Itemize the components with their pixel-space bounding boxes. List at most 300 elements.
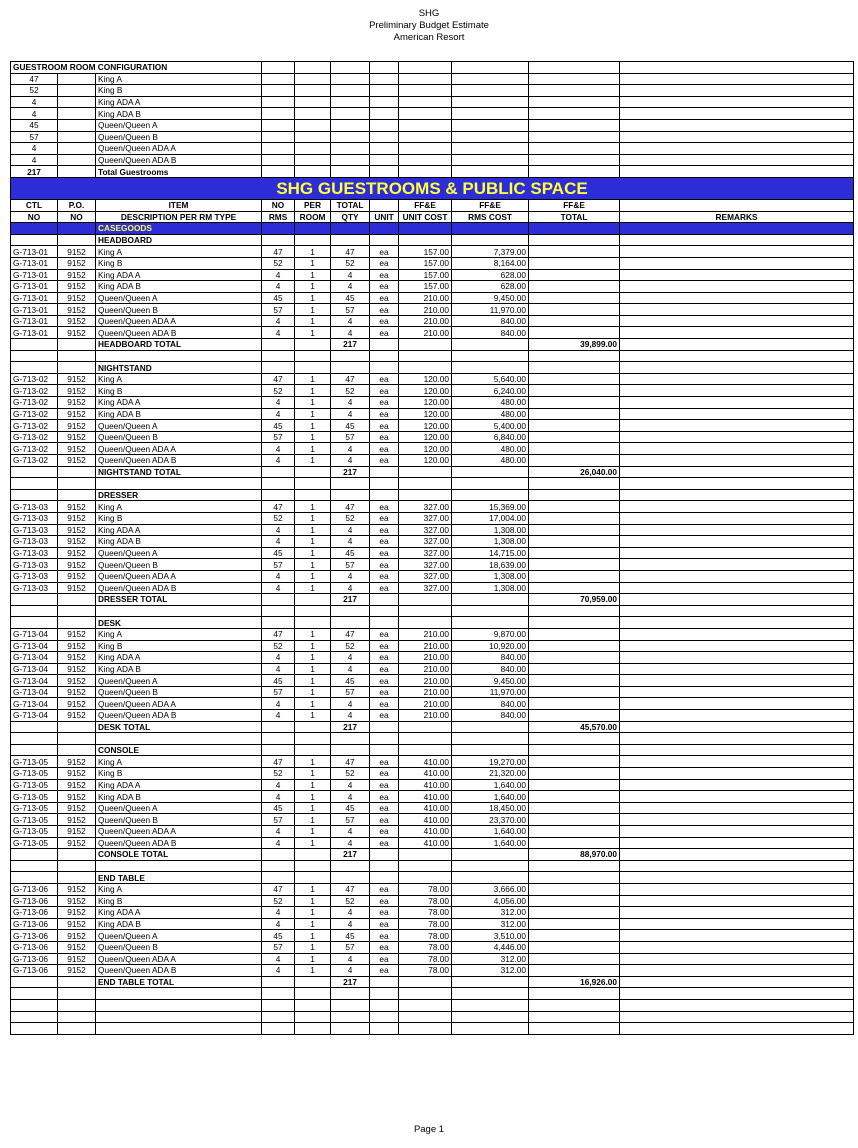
empty-cell — [620, 143, 854, 155]
empty-cell — [370, 223, 399, 235]
rooms: 57 — [262, 814, 295, 826]
empty-cell — [370, 108, 399, 120]
empty-cell — [58, 1023, 96, 1035]
empty-cell — [370, 154, 399, 166]
rooms: 4 — [262, 652, 295, 664]
ctl-no: G-713-06 — [11, 965, 58, 977]
empty-cell — [331, 744, 370, 756]
rooms: 4 — [262, 837, 295, 849]
spacer-row — [11, 999, 854, 1011]
empty-cell — [262, 860, 295, 872]
rooms: 52 — [262, 257, 295, 269]
empty-cell — [529, 223, 620, 235]
ctl-no: G-713-03 — [11, 559, 58, 571]
rooms-cost: 9,450.00 — [452, 292, 529, 304]
empty-cell — [620, 223, 854, 235]
empty-cell — [620, 582, 854, 594]
empty-cell — [399, 143, 452, 155]
item-description: Queen/Queen B — [96, 304, 262, 316]
empty-cell — [529, 1023, 620, 1035]
empty-cell — [452, 350, 529, 362]
rooms-cost: 480.00 — [452, 397, 529, 409]
empty-cell — [370, 119, 399, 131]
table-row — [11, 501, 854, 513]
empty-cell — [58, 143, 96, 155]
item-description: King ADA B — [96, 791, 262, 803]
rooms: 52 — [262, 768, 295, 780]
empty-cell — [529, 304, 620, 316]
empty-cell — [620, 547, 854, 559]
rooms: 4 — [262, 965, 295, 977]
section-total-row — [11, 976, 854, 988]
column-header: CTL — [11, 199, 58, 211]
empty-cell — [399, 733, 452, 745]
empty-cell — [452, 73, 529, 85]
empty-cell — [529, 779, 620, 791]
empty-cell — [331, 143, 370, 155]
total-qty: 4 — [331, 408, 370, 420]
section-total: 45,570.00 — [529, 721, 620, 733]
unit: ea — [370, 246, 399, 258]
column-header: ITEM — [96, 199, 262, 211]
section-title-row — [11, 744, 854, 756]
per-room: 1 — [295, 814, 331, 826]
empty-cell — [452, 223, 529, 235]
empty-cell — [529, 501, 620, 513]
empty-cell — [620, 154, 854, 166]
config-title-row — [11, 62, 854, 74]
per-room: 1 — [295, 941, 331, 953]
item-description: Queen/Queen A — [96, 292, 262, 304]
total-qty: 47 — [331, 501, 370, 513]
empty-cell — [620, 443, 854, 455]
empty-cell — [262, 988, 295, 1000]
total-qty: 4 — [331, 698, 370, 710]
rooms-cost: 312.00 — [452, 965, 529, 977]
unit: ea — [370, 941, 399, 953]
table-row — [11, 257, 854, 269]
total-qty: 52 — [331, 640, 370, 652]
empty-cell — [58, 339, 96, 351]
rooms-cost: 628.00 — [452, 281, 529, 293]
table-row — [11, 663, 854, 675]
total-qty: 45 — [331, 802, 370, 814]
empty-cell — [620, 1011, 854, 1023]
po-no: 9152 — [58, 965, 96, 977]
unit: ea — [370, 640, 399, 652]
column-header: DESCRIPTION PER RM TYPE — [96, 211, 262, 223]
po-no: 9152 — [58, 246, 96, 258]
po-no: 9152 — [58, 385, 96, 397]
table-row — [11, 965, 854, 977]
table-row — [11, 686, 854, 698]
rooms: 4 — [262, 710, 295, 722]
column-header: ROOM — [295, 211, 331, 223]
per-room: 1 — [295, 582, 331, 594]
unit: ea — [370, 431, 399, 443]
empty-cell — [295, 872, 331, 884]
empty-cell — [331, 223, 370, 235]
empty-cell — [295, 143, 331, 155]
rooms: 4 — [262, 443, 295, 455]
empty-cell — [620, 234, 854, 246]
item-description: Queen/Queen A — [96, 930, 262, 942]
empty-cell — [262, 62, 295, 74]
section-total-label: DESK TOTAL — [96, 721, 262, 733]
empty-cell — [452, 1011, 529, 1023]
empty-cell — [11, 605, 58, 617]
section-title-row — [11, 617, 854, 629]
empty-cell — [331, 988, 370, 1000]
empty-cell — [529, 883, 620, 895]
rooms: 47 — [262, 373, 295, 385]
empty-cell — [529, 547, 620, 559]
item-description: Queen/Queen B — [96, 431, 262, 443]
config-room-type: King A — [96, 73, 262, 85]
item-description: Queen/Queen ADA B — [96, 837, 262, 849]
empty-cell — [370, 999, 399, 1011]
empty-cell — [620, 663, 854, 675]
rooms: 52 — [262, 895, 295, 907]
empty-cell — [529, 941, 620, 953]
rooms-cost: 480.00 — [452, 408, 529, 420]
rooms: 4 — [262, 327, 295, 339]
empty-cell — [58, 119, 96, 131]
empty-cell — [399, 339, 452, 351]
table-row — [11, 791, 854, 803]
ctl-no: G-713-06 — [11, 907, 58, 919]
per-room: 1 — [295, 455, 331, 467]
total-qty: 4 — [331, 710, 370, 722]
rooms-cost: 1,308.00 — [452, 570, 529, 582]
empty-cell — [295, 1011, 331, 1023]
config-row — [11, 73, 854, 85]
item-description: Queen/Queen ADA A — [96, 698, 262, 710]
item-description: Queen/Queen ADA B — [96, 582, 262, 594]
config-total-qty: 217 — [11, 166, 58, 178]
empty-cell — [620, 988, 854, 1000]
empty-cell — [620, 559, 854, 571]
po-no: 9152 — [58, 559, 96, 571]
ctl-no: G-713-02 — [11, 455, 58, 467]
total-qty: 52 — [331, 385, 370, 397]
empty-cell — [620, 131, 854, 143]
empty-cell — [295, 85, 331, 97]
unit-cost: 210.00 — [399, 292, 452, 304]
empty-cell — [262, 339, 295, 351]
empty-cell — [262, 119, 295, 131]
ctl-no: G-713-01 — [11, 292, 58, 304]
per-room: 1 — [295, 257, 331, 269]
rooms: 47 — [262, 246, 295, 258]
empty-cell — [11, 733, 58, 745]
total-qty: 57 — [331, 814, 370, 826]
empty-cell — [399, 617, 452, 629]
rooms: 45 — [262, 802, 295, 814]
ctl-no: G-713-01 — [11, 304, 58, 316]
total-qty: 4 — [331, 281, 370, 293]
po-no: 9152 — [58, 512, 96, 524]
rooms-cost: 312.00 — [452, 953, 529, 965]
spacer-row — [11, 605, 854, 617]
empty-cell — [11, 721, 58, 733]
empty-cell — [58, 478, 96, 490]
total-qty: 4 — [331, 779, 370, 791]
empty-cell — [295, 339, 331, 351]
rooms-cost: 21,320.00 — [452, 768, 529, 780]
empty-cell — [529, 154, 620, 166]
empty-cell — [11, 489, 58, 501]
unit-cost: 78.00 — [399, 907, 452, 919]
ctl-no: G-713-02 — [11, 408, 58, 420]
empty-cell — [96, 478, 262, 490]
empty-cell — [452, 489, 529, 501]
unit: ea — [370, 385, 399, 397]
empty-cell — [529, 1011, 620, 1023]
item-description: King ADA B — [96, 663, 262, 675]
section-total-label: DRESSER TOTAL — [96, 594, 262, 606]
unit: ea — [370, 547, 399, 559]
table-row — [11, 941, 854, 953]
ctl-no: G-713-05 — [11, 802, 58, 814]
empty-cell — [399, 223, 452, 235]
po-no: 9152 — [58, 652, 96, 664]
empty-cell — [620, 339, 854, 351]
empty-cell — [11, 478, 58, 490]
empty-cell — [370, 131, 399, 143]
empty-cell — [399, 85, 452, 97]
section-title-row — [11, 362, 854, 374]
empty-cell — [529, 85, 620, 97]
unit-cost: 327.00 — [399, 547, 452, 559]
empty-cell — [399, 849, 452, 861]
rooms: 45 — [262, 547, 295, 559]
empty-cell — [620, 536, 854, 548]
empty-cell — [529, 999, 620, 1011]
column-header: NO — [262, 199, 295, 211]
rooms-cost: 840.00 — [452, 698, 529, 710]
empty-cell — [620, 814, 854, 826]
column-header: P.O. — [58, 199, 96, 211]
unit-cost: 210.00 — [399, 628, 452, 640]
empty-cell — [399, 976, 452, 988]
empty-cell — [620, 652, 854, 664]
po-no: 9152 — [58, 292, 96, 304]
ctl-no: G-713-06 — [11, 918, 58, 930]
ctl-no: G-713-04 — [11, 698, 58, 710]
ctl-no: G-713-01 — [11, 269, 58, 281]
unit-cost: 210.00 — [399, 663, 452, 675]
rooms-cost: 1,640.00 — [452, 837, 529, 849]
rooms: 4 — [262, 455, 295, 467]
empty-cell — [620, 744, 854, 756]
empty-cell — [370, 362, 399, 374]
po-no: 9152 — [58, 930, 96, 942]
ctl-no: G-713-04 — [11, 628, 58, 640]
total-qty: 4 — [331, 524, 370, 536]
per-room: 1 — [295, 652, 331, 664]
per-room: 1 — [295, 431, 331, 443]
empty-cell — [262, 466, 295, 478]
ctl-no: G-713-04 — [11, 663, 58, 675]
rooms: 4 — [262, 791, 295, 803]
empty-cell — [620, 73, 854, 85]
item-description: King ADA A — [96, 779, 262, 791]
unit-cost: 210.00 — [399, 652, 452, 664]
per-room: 1 — [295, 373, 331, 385]
empty-cell — [529, 837, 620, 849]
column-header — [620, 199, 854, 211]
unit-cost: 210.00 — [399, 327, 452, 339]
table-row — [11, 269, 854, 281]
empty-cell — [529, 953, 620, 965]
rooms-cost: 6,240.00 — [452, 385, 529, 397]
unit-cost: 78.00 — [399, 918, 452, 930]
section-banner: SHG GUESTROOMS & PUBLIC SPACE — [11, 177, 854, 199]
total-qty: 57 — [331, 686, 370, 698]
empty-cell — [529, 292, 620, 304]
empty-cell — [262, 733, 295, 745]
rooms-cost: 8,164.00 — [452, 257, 529, 269]
po-no: 9152 — [58, 408, 96, 420]
empty-cell — [58, 999, 96, 1011]
per-room: 1 — [295, 281, 331, 293]
empty-cell — [331, 489, 370, 501]
config-room-type: King B — [96, 85, 262, 97]
item-description: Queen/Queen ADA B — [96, 327, 262, 339]
rooms-cost: 3,666.00 — [452, 883, 529, 895]
empty-cell — [529, 791, 620, 803]
section-total: 39,899.00 — [529, 339, 620, 351]
unit-cost: 327.00 — [399, 536, 452, 548]
rooms-cost: 312.00 — [452, 918, 529, 930]
unit: ea — [370, 570, 399, 582]
ctl-no: G-713-02 — [11, 443, 58, 455]
empty-cell — [529, 234, 620, 246]
item-description: King A — [96, 501, 262, 513]
table-row — [11, 512, 854, 524]
config-qty: 4 — [11, 154, 58, 166]
rooms: 4 — [262, 663, 295, 675]
empty-cell — [11, 339, 58, 351]
rooms: 4 — [262, 281, 295, 293]
item-description: Queen/Queen B — [96, 559, 262, 571]
empty-cell — [529, 420, 620, 432]
total-qty: 57 — [331, 431, 370, 443]
empty-cell — [529, 710, 620, 722]
empty-cell — [262, 1011, 295, 1023]
empty-cell — [399, 73, 452, 85]
rooms: 4 — [262, 536, 295, 548]
empty-cell — [331, 733, 370, 745]
unit-cost: 210.00 — [399, 698, 452, 710]
section-total: 70,959.00 — [529, 594, 620, 606]
empty-cell — [331, 362, 370, 374]
empty-cell — [262, 96, 295, 108]
empty-cell — [620, 837, 854, 849]
po-no: 9152 — [58, 791, 96, 803]
empty-cell — [262, 234, 295, 246]
config-qty: 45 — [11, 119, 58, 131]
empty-cell — [620, 304, 854, 316]
empty-cell — [529, 536, 620, 548]
unit: ea — [370, 524, 399, 536]
empty-cell — [529, 397, 620, 409]
empty-cell — [295, 234, 331, 246]
total-qty: 57 — [331, 304, 370, 316]
empty-cell — [295, 1023, 331, 1035]
ctl-no: G-713-05 — [11, 814, 58, 826]
ctl-no: G-713-03 — [11, 547, 58, 559]
empty-cell — [58, 154, 96, 166]
empty-cell — [370, 478, 399, 490]
config-room-type: King ADA B — [96, 108, 262, 120]
empty-cell — [452, 594, 529, 606]
table-row — [11, 246, 854, 258]
unit: ea — [370, 768, 399, 780]
empty-cell — [58, 85, 96, 97]
empty-cell — [262, 478, 295, 490]
empty-cell — [620, 791, 854, 803]
section-total-label: CONSOLE TOTAL — [96, 849, 262, 861]
empty-cell — [262, 617, 295, 629]
rooms: 57 — [262, 559, 295, 571]
per-room: 1 — [295, 246, 331, 258]
config-room-type: Queen/Queen ADA A — [96, 143, 262, 155]
po-no: 9152 — [58, 941, 96, 953]
section-title: CONSOLE — [96, 744, 262, 756]
ctl-no: G-713-01 — [11, 315, 58, 327]
column-header: UNIT COST — [399, 211, 452, 223]
unit-cost: 410.00 — [399, 791, 452, 803]
empty-cell — [452, 85, 529, 97]
unit-cost: 120.00 — [399, 420, 452, 432]
rooms: 52 — [262, 385, 295, 397]
unit-cost: 78.00 — [399, 895, 452, 907]
empty-cell — [399, 154, 452, 166]
item-description: Queen/Queen ADA A — [96, 315, 262, 327]
empty-cell — [452, 362, 529, 374]
empty-cell — [370, 860, 399, 872]
empty-cell — [620, 999, 854, 1011]
ctl-no: G-713-04 — [11, 652, 58, 664]
empty-cell — [529, 640, 620, 652]
column-header: NO — [58, 211, 96, 223]
empty-cell — [529, 663, 620, 675]
unit-cost: 78.00 — [399, 930, 452, 942]
empty-cell — [452, 733, 529, 745]
ctl-no: G-713-05 — [11, 756, 58, 768]
total-qty: 47 — [331, 246, 370, 258]
empty-cell — [58, 744, 96, 756]
empty-cell — [620, 62, 854, 74]
per-room: 1 — [295, 698, 331, 710]
empty-cell — [331, 73, 370, 85]
empty-cell — [11, 744, 58, 756]
unit: ea — [370, 512, 399, 524]
unit-cost: 157.00 — [399, 246, 452, 258]
report-header — [0, 8, 858, 44]
empty-cell — [529, 478, 620, 490]
total-qty: 4 — [331, 953, 370, 965]
po-no: 9152 — [58, 501, 96, 513]
total-qty: 4 — [331, 965, 370, 977]
empty-cell — [295, 721, 331, 733]
total-qty: 4 — [331, 397, 370, 409]
section-total-row — [11, 849, 854, 861]
item-description: King ADA B — [96, 536, 262, 548]
table-row — [11, 710, 854, 722]
